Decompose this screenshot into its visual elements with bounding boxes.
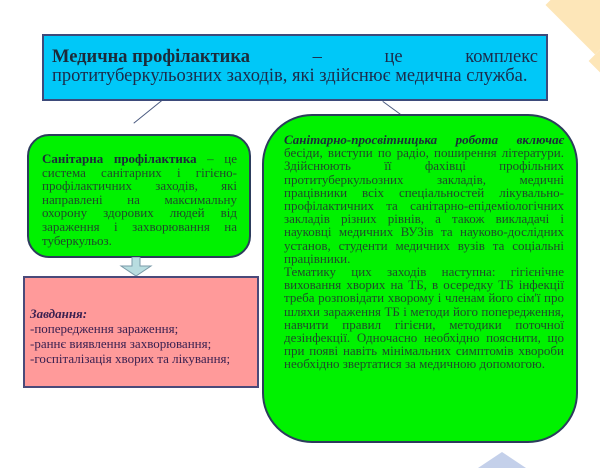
term-sanitary-education: Санітарно-просвітницька робота включає — [284, 132, 564, 147]
sanitary-prevention-box — [27, 134, 251, 258]
task-item: -раннє виявлення захворювання; — [30, 336, 212, 351]
definition-rest: протитуберкульозних заходів, які здійснює медична служба. — [52, 66, 528, 86]
sanitary-education-paragraph-2: Тематику цих заходів наступна: гігієнічне виховання хворих на ТБ, в осередку ТБ інфекції треба розповідати хворому і членам його сім'ї про шляхи зараження ТБ і методи його попередження, навчити правил гігієни, методики поточної дезінфекції. Одночасно необхідно пояснити, що при появі навіть мінімальних симптомів хвороби необхідно звертатися за медичною допомогою. — [284, 264, 564, 372]
word-ce: це — [384, 47, 403, 67]
sanitary-education-box — [262, 114, 578, 443]
arrow-down-icon — [118, 257, 154, 277]
dash: – — [312, 47, 322, 67]
task-item: -попередження зараження; — [30, 321, 179, 336]
tasks-title: Завдання: — [30, 306, 88, 321]
term-sanitary-prevention: Санітарна профілактика — [42, 151, 197, 166]
sanitary-education-paragraph-1 — [284, 133, 564, 265]
term-medical-prevention: Медична профілактика — [52, 47, 250, 67]
connector-line-left — [133, 100, 162, 123]
decorative-corner-shape — [546, 0, 600, 54]
task-item: -госпіталізація хворих та лікування; — [30, 351, 231, 366]
sanitary-prevention-text: – це система санітарних і гігієно-профілактичних заходів, які направлені на максимальну охорону здорових людей від зараження і захворювання на туберкульоз. — [42, 151, 237, 248]
tasks-box — [23, 276, 259, 388]
word-kompleks: комплекс — [465, 47, 538, 67]
definition-box-medical-prevention — [42, 34, 548, 101]
sanitary-education-text-1: бесіди, виступи по радіо, поширення літератури. Здійснюють її фахівці профільних протитуберкульозних закладів, медичні працівники всіх спеціальностей лікувально-профілактичних та санітарно-епідеміологічних закладів різних рівнів, а також викладачі і науковці медичних ВУЗів та науково-дослідних установ, студенти медичних вузів та соціальні працівники. — [284, 145, 564, 266]
